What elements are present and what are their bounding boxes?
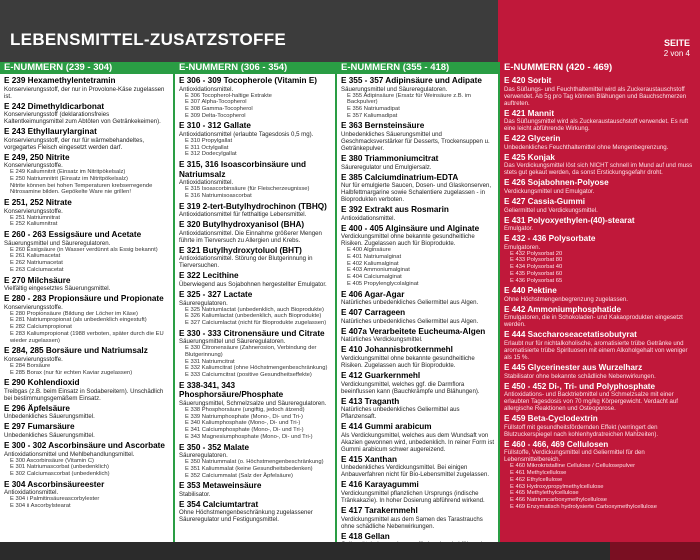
additive-description: Nur für emulgierte Saucen, Dosen- und Glaskonserven, Halbfettmargarine sowie Schalentiere zugelassen - in Bioprodukten verboten.: [341, 182, 492, 204]
additive-entry: [4, 198, 170, 228]
additive-heading: E 322 Lecithine: [179, 271, 239, 281]
additive-description: Stabilisator.: [179, 490, 211, 498]
additive-entry: [4, 422, 170, 439]
additive-entry: [504, 178, 697, 195]
additive-sub-item: E 262 Natriumacetat: [10, 260, 63, 267]
additive-heading: E 297 Fumarsäure: [4, 422, 75, 432]
additive-entry: [341, 371, 495, 395]
additive-sub-item: E 249 Kaliumnitrit (Einsatz im Nitritpökelsalz): [10, 169, 126, 176]
additive-entry: [504, 382, 697, 413]
additive-heading: E 321 Butylhydroxytoluol (BHT): [179, 245, 302, 255]
additive-sub-item: E 463 Hydroxypropylmethylcellulose: [510, 483, 604, 490]
additive-sub-item: E 436 Polysorbat 65: [510, 277, 563, 284]
additive-description: Antioxidationsmittel für fetthaltige Lebensmittel.: [179, 211, 307, 219]
additive-entry: [341, 154, 495, 171]
additive-description: Emulgatoren, die in Schokoladen- und Kakaoprodukten eingesetzt werden.: [504, 314, 683, 329]
additive-entry: [4, 127, 170, 151]
additive-heading: E 355 - 357 Adipinsäure und Adipate: [341, 76, 482, 85]
additive-description: Säuerungsmittel und Säureregulatoren.: [179, 338, 286, 346]
additive-description: Säuerungsmittel, Schmelzsalze und Säureregulatoren.: [179, 400, 327, 408]
additive-description: Antioxidationsmittel.: [179, 85, 234, 93]
additive-description: Das Süßungsmittel wird als Zuckeraustauschstoff verwendet. Es ruft eine leicht abführende Wirkung.: [504, 118, 689, 133]
additive-entry: [504, 286, 697, 303]
column-2: [175, 62, 337, 542]
additive-sub-item: E 284 Borsäure: [10, 362, 51, 369]
column-4: [500, 62, 700, 542]
additive-sub-item: E 341 Calciumphosphate (Mono-, Di- und Tri-): [185, 427, 304, 434]
additive-heading: E 242 Dimethyldicarbonat: [4, 101, 105, 111]
additive-description: Das Süßungs- und Feuchthaltemittel wird als Zuckeraustauschstoff verwendet. Ab 5g pro Tag können Blähungen und Bauchschmerzen auftreten.: [504, 85, 687, 107]
additive-heading: E 325 - 327 Lactate: [179, 290, 253, 300]
additive-heading: E 413 Traganth: [341, 396, 400, 406]
additive-heading: E 440 Pektine: [504, 286, 557, 296]
additive-description: Antioxidationsmittel.: [341, 214, 396, 222]
additive-heading: E 320 Butylhydroxyanisol (BHA): [179, 220, 305, 230]
additive-sub-item: E 331 Natriumcitrat: [185, 358, 235, 365]
additive-sub-item: E 469 Enzymatisch hydrolysierte Carboxymethylcellulose: [510, 503, 657, 510]
additive-entry: [504, 363, 697, 380]
additive-entry: [341, 308, 495, 325]
additive-sub-item: E 316 Natriumisoascorbat: [185, 193, 252, 199]
additive-sub-item: E 250 Natriumnitrit (Einsatz im Nitritpökelsalz): [10, 176, 128, 183]
additive-description: Säuerungsmittel und Säureregulatoren.: [4, 239, 111, 247]
additive-entry: [4, 294, 170, 344]
additive-description: Verdickungsmittel, welches ggf. die Darmflora beeinflussen kann (Bauchkrämpfe und Blähungen).: [341, 380, 480, 395]
additive-entry: [341, 506, 495, 530]
additive-heading: E 239 Hexamethylentetramin: [4, 76, 116, 85]
additive-heading: E 338-341, 343 Phosphorsäure/Phosphate: [179, 380, 284, 400]
additive-heading: E 432 - 436 Polysorbate: [504, 234, 596, 244]
additive-heading: E 249, 250 Nitrite: [4, 152, 70, 162]
additive-heading: E 350 - 352 Malate: [179, 442, 250, 452]
additive-entry: [179, 290, 332, 327]
additive-description: Säuerungsmittel und Säureregulatoren.: [341, 85, 448, 93]
additive-entry: [504, 153, 697, 177]
additive-heading: E 418 Gellan: [341, 531, 390, 541]
additive-description: Emulgator.: [504, 225, 534, 233]
additive-heading: E 300 - 302 Ascorbinsäure und Ascorbate: [4, 441, 165, 451]
additive-sub-item: E 260 Essigsäure (in Wasser verdünnt als Essig bekannt): [10, 246, 158, 253]
additive-sub-item: E 333 Calciumcitrat (positive Gesundheitseffekte): [185, 372, 312, 379]
additive-heading: E 427 Cassia-Gummi: [504, 196, 586, 206]
additive-description: Füllstoffe, Verdickungsmittel und Geliermittel für den Lebensmittelbereich.: [504, 449, 645, 464]
additive-description: Konservierungsstoffe.: [4, 355, 63, 363]
additive-entry: [4, 276, 170, 293]
additive-entry: [4, 102, 170, 126]
additive-sub-item: E 340 Kaliumphosphate (Mono-, Di- und Tri-): [185, 420, 301, 427]
additive-sub-item: E 400 Alginsäure: [347, 247, 391, 254]
additive-heading: E 425 Konjak: [504, 152, 555, 162]
additive-sub-item: E 332 Kaliumcitrat (ohne Höchstmengenbeschränkung): [185, 365, 328, 372]
additive-heading: E 417 Tarakernmehl: [341, 505, 418, 515]
additive-description: Antioxidationsmittel (erlaubte Tagesdosis 0,5 mg).: [179, 131, 314, 138]
column-heading: E-NUMMERN (420 - 469): [500, 62, 700, 74]
additive-sub-item: E 252 Kaliumnitrat: [10, 221, 58, 228]
entry-list: [500, 74, 700, 510]
additive-heading: E 407a Verarbeitete Eucheuma-Algen: [341, 326, 486, 336]
additive-entry: [179, 202, 332, 219]
additive-sub-item: E 301 Natriumascorbat (unbedenklich): [10, 464, 109, 471]
additive-heading: E 354 Calciumtartrat: [179, 499, 259, 509]
additive-description: Verdickungsmittel pflanzlichen Ursprungs (indische Tränkakazie). In hoher Dosierung abführend wirkend.: [341, 489, 485, 504]
additive-sub-item: E 330 Citronensäure (Zahnerosion, Verbindung der Blutgerinnung): [185, 345, 317, 359]
additive-description: Antioxidationsmittel. Störung der Blutgerinnung in Tierversuchen.: [179, 255, 313, 270]
additive-heading: E 353 Metaweinsäure: [179, 481, 262, 491]
entry-list: [175, 74, 335, 523]
additive-description: Natürliches unbedenkliches Geliermittel aus Algen.: [341, 299, 479, 307]
additive-entry: [504, 109, 697, 133]
additive-heading: E 385 Calciumdinatrium-EDTA: [341, 172, 459, 182]
additive-entry: [4, 153, 170, 196]
additive-sub-item: E 462 Ethylcellulose: [510, 476, 563, 483]
additive-sub-item: E 357 Kaliumadipat: [347, 112, 398, 119]
column-1: [0, 62, 175, 542]
additive-description: Vielfältig eingesetztes Säuerungsmittel.: [4, 285, 111, 293]
additive-heading: E 412 Guarkernmehl: [341, 370, 421, 380]
additive-sub-item: E 401 Natriumalginat: [347, 254, 402, 261]
additive-heading: E 251, 252 Nitrate: [4, 198, 72, 208]
additive-sub-item: E 355 Adipinsäure (Ersatz für Weinsäure z.B. im Backpulver): [347, 92, 471, 106]
additive-entry: [341, 173, 495, 204]
additive-entry: [179, 500, 332, 524]
additive-description: Ohne Höchstmengenbeschränkung zugelassener Säureregulator und Festigungsmittel.: [179, 509, 313, 524]
additive-sub-item: E 434 Polysorbat 40: [510, 264, 563, 271]
additive-sub-item: E 285 Borax (nur für echten Kaviar zugelassen): [10, 369, 133, 376]
additive-description: Unbedenkliches Säuerungsmittel.: [4, 413, 95, 421]
column-heading: E-NUMMERN (355 - 418): [337, 62, 498, 74]
additive-sub-item: E 261 Kaliumacetat: [10, 253, 61, 260]
additive-sub-item: E 315 Isoascorbinsäure (für Fleischerzeugnisse): [185, 186, 310, 193]
additive-sub-item: E 302 Calciumascorbat (unbedenklich): [10, 471, 110, 478]
additive-entry: [179, 76, 332, 119]
additive-sub-item: E 460 Mikrokristalline Cellulose / Cellulosepulver: [510, 463, 636, 470]
additive-description: Verdickungsmittel ohne bekannte gesundheitliche Risiken. Zugelassen auch für Bioprodukte.: [341, 354, 475, 369]
additive-sub-item: E 304 i Palmitinsäureascorbylester: [10, 496, 100, 503]
additive-heading: E 442 Ammoniumphosphatide: [504, 304, 622, 314]
additive-heading: E 460 - 466, 469 Cellulosen: [504, 439, 609, 449]
additive-heading: E 270 Milchsäure: [4, 275, 71, 285]
additive-heading: E 310 - 312 Gallate: [179, 121, 251, 131]
additive-heading: E 415 Xanthan: [341, 454, 397, 464]
additive-heading: E 406 Agar-Agar: [341, 289, 405, 299]
additive-description: Stabilisator ohne bekannte schädliche Nebenwirkungen.: [504, 372, 656, 380]
additive-description: Konservierungsstoffe.: [4, 303, 63, 311]
additive-entry: [341, 121, 495, 152]
additive-heading: E 363 Bernsteinsäure: [341, 121, 425, 131]
additive-heading: E 319 2-tert-Butylhydrochinon (TBHQ): [179, 201, 327, 211]
additive-entry: [4, 346, 170, 376]
additive-entry: [179, 381, 332, 441]
page-title: LEBENSMITTEL-ZUSATZSTOFFE: [10, 30, 287, 49]
additive-description: Unbedenkliches Feuchthaltemittel ohne Mengenbegrenzung.: [504, 143, 669, 151]
additive-heading: E 414 Gummi arabicum: [341, 422, 432, 432]
additive-description: Säureregulatoren.: [179, 299, 228, 307]
additive-entry: [179, 121, 332, 158]
additive-entry: [4, 76, 170, 100]
column-3: [337, 62, 500, 542]
additive-sub-item: E 311 Octylgallat: [185, 144, 229, 151]
additive-description: Natürliches unbedenkliches Geliermittel aus Algen.: [341, 317, 479, 325]
additive-entry: [504, 197, 697, 214]
additive-description: Emulgatoren.: [504, 243, 541, 251]
additive-sub-item: E 304 ii Ascorbylstearat: [10, 503, 71, 510]
additive-heading: E 444 Saccharoseacetatisobutyrat: [504, 330, 637, 340]
additive-description: Überwiegend aus Sojabohnen hergestellter Emulgator.: [179, 281, 327, 289]
additive-entry: [504, 216, 697, 233]
additive-sub-item: E 280 Propionsäure (Bildung der Löcher im Käse): [10, 310, 138, 317]
additive-heading: E 426 Sojabohnen-Polyose: [504, 178, 609, 188]
page-label: SEITE: [663, 38, 690, 48]
additive-entry: [341, 422, 495, 453]
additive-entry: [341, 345, 495, 369]
additive-description: Konservierungsstoffe.: [4, 162, 63, 170]
additive-entry: [504, 330, 697, 361]
additive-entry: [179, 443, 332, 480]
additive-description: Natürliches unbedenkliches Geliermittel aus Pflanzensaft.: [341, 406, 460, 421]
additive-entry: [179, 220, 332, 244]
additive-description: Unbedenkliches Verdickungsmittel. Bei einigen Anbauverfahren nicht für Bio-Lebensmittel zugelassen.: [341, 464, 490, 479]
additive-description: Konservierungsstoff, der nur in Provolone-Käse zugelassen ist.: [4, 85, 165, 100]
additive-sub-item: E 356 Natriumadipat: [347, 106, 400, 112]
additive-heading: E 400 - 405 Alginsäure und Alginate: [341, 223, 480, 233]
additive-heading: E 420 Sorbit: [504, 76, 552, 85]
column-heading: E-NUMMERN (239 - 304): [0, 62, 173, 74]
additive-entry: [341, 76, 495, 119]
additive-entry: [179, 160, 332, 200]
additive-entry: [179, 271, 332, 288]
additive-heading: E 422 Glycerin: [504, 134, 561, 144]
additive-sub-item: E 326 Kaliumlactat (unbedenklich, auch Bioprodukte): [185, 313, 322, 320]
additive-sub-item: E 338 Phosphorsäure (ungiftig, jedoch ätzend): [185, 407, 305, 414]
additive-sub-item: E 263 Calciumacetat: [10, 266, 64, 273]
additive-sub-item: E 435 Polysorbat 60: [510, 270, 563, 277]
additive-heading: E 315, 316 Isoascorbinsäure und Natriumsalz: [179, 160, 306, 179]
additive-description: Verdickungsmittel aus dem Samen des Tarastrauchs ohne schädliche Nebenwirkungen.: [341, 515, 483, 530]
additive-sub-item: E 403 Ammoniumalginat: [347, 267, 410, 274]
additive-sub-item: E 404 Calciumalginat: [347, 274, 402, 281]
additive-description: Antioxidationsmittel.: [179, 179, 234, 187]
additive-entry: [341, 455, 495, 479]
additive-heading: E 416 Karayagummi: [341, 480, 419, 490]
additive-sub-item: E 352 Calciummalat (Salz der Äpfelsäure): [185, 472, 293, 479]
additive-description: Säureregulator und Emulgiersalz.: [341, 163, 432, 171]
additive-heading: E 459 Beta-Cyclodextrin: [504, 414, 598, 424]
additive-description: Treibgas (z.B. beim Einsatz in Sodabereitern). Unschädlich bei bestimmungsgemäßem Einsatz.: [4, 387, 164, 402]
additive-sub-item: E 351 Kaliummalat (keine Gesundheitsbedenken): [185, 465, 313, 472]
additive-heading: E 450 - 452 Di-, Tri- und Polyphosphate: [504, 381, 656, 391]
additive-heading: E 260 - 263 Essigsäure und Acetate: [4, 230, 142, 240]
additive-entry: [4, 404, 170, 421]
additive-heading: E 445 Glycerinester aus Wurzelharz: [504, 363, 643, 373]
additive-description: Antioxidationsmittel. Die Einnahme größerer Mengen führte im Tierversuch zu Allergien und Krebs.: [179, 229, 322, 244]
additive-description: Natürliches Verdickungsmittel.: [341, 336, 423, 344]
additive-sub-item: E 325 Natriumlactat (unbedenklich, auch Bioprodukte): [185, 306, 324, 313]
entry-list: [337, 74, 498, 555]
additive-heading: E 421 Mannit: [504, 108, 555, 118]
entry-list: [0, 74, 173, 510]
additive-heading: E 431 Polyoxyethylen-(40)-stearat: [504, 215, 635, 225]
additive-entry: [504, 234, 697, 284]
additive-entry: [179, 481, 332, 498]
additive-heading: E 284, 285 Borsäure und Natriumsalz: [4, 346, 148, 356]
additive-entry: [179, 329, 332, 379]
additive-sub-item: E 308 Gamma-Tocopherol: [185, 106, 253, 112]
column-heading: E-NUMMERN (306 - 354): [175, 62, 335, 74]
additive-description: Füllstoff mit gesundheitsfördernden Effekt (verringert den Blutzuckerspiegel nach kohlenhydratreichen Mahlzeiten).: [504, 423, 659, 438]
additive-entry: [341, 397, 495, 421]
additive-entry: [4, 441, 170, 478]
additive-sub-item: E 281 Natriumpropionat (als unbedenklich eingestuft): [10, 317, 147, 324]
additive-sub-item: E 300 Ascorbinsäure (Vitamin C): [10, 457, 94, 464]
additive-sub-item: E 343 Magnesiumphosphate (Mono-, Di- und Tri-): [185, 433, 313, 440]
additive-description: Geliermittel und Verdickungsmittel.: [504, 206, 598, 214]
additive-description: Ohne Höchstmengenbegrenzung zugelassen.: [504, 295, 628, 303]
additive-heading: E 304 Ascorbinsäureester: [4, 479, 105, 489]
additive-description: Verdickungsmittel und Emulgator.: [504, 187, 595, 195]
additive-entry: [341, 480, 495, 504]
additive-heading: E 330 - 333 Citronensäure und Citrate: [179, 328, 325, 338]
additive-description: Als Verdickungsmittel, welches aus dem Wundsaft von Akazien gewonnen wird, unbedenklich. In reiner Form ist Gummi arabicum schwer augereizend.: [341, 431, 495, 453]
additive-entry: [341, 327, 495, 344]
additive-entry: [179, 246, 332, 270]
additive-sub-item: Nitrite können bei hohen Temperaturen krebserregende Nitrosamine bilden. Gepökelte Ware nie grillen!: [10, 182, 153, 196]
additive-heading: E 280 - 283 Propionsäure und Propionate: [4, 294, 164, 304]
additive-sub-item: E 432 Polysorbat 20: [510, 250, 563, 257]
additive-description: Konservierungsstoffe.: [4, 207, 63, 215]
page-count: 2 von 4: [663, 49, 690, 58]
additive-sub-item: E 310 Propylgallat: [185, 138, 233, 144]
additive-sub-item: E 339 Natriumphosphate (Mono-, Di- und Tri-): [185, 413, 303, 420]
additive-heading: E 380 Triammoniumcitrat: [341, 154, 439, 163]
additive-description: Antioxidationsmittel.: [4, 489, 59, 497]
additive-heading: E 243 Ethyllaurylarginat: [4, 127, 97, 137]
additive-description: Antioxidationsmittel und Mehlbehandlungsmittel.: [4, 450, 135, 458]
header: [0, 0, 700, 62]
additive-sub-item: E 350 Natriummalat (o. Höchstmengenbeschränkung): [185, 459, 324, 466]
additive-entry: [504, 414, 697, 438]
additive-entry: [4, 480, 170, 510]
additive-description: Verdickungsmittel ohne bekannte gesundheitliche Risiken. Zugelassen auch für Bioprodukte.: [341, 233, 475, 248]
additive-heading: E 410 Johannisbrotkernmehl: [341, 345, 453, 355]
additive-entry: [341, 290, 495, 307]
additive-description: Das Verdickungsmittel löst sich NICHT schnell im Mund auf und muss stets gut gekaut werden, da sonst Erstickungsgefahr droht.: [504, 162, 693, 177]
footer-accent: [610, 542, 700, 560]
additive-entry: [341, 205, 495, 222]
additive-description: Konservierungsstoff, der nur für wärmebehandeltes, vorgegartes Fleisch eingesetzt werden darf.: [4, 136, 145, 151]
additive-sub-item: E 402 Kaliumalginat: [347, 260, 399, 267]
additive-sub-item: E 405 Propylenglycolalginat: [347, 280, 419, 287]
additive-sub-item: E 465 Methylethylcellulose: [510, 490, 579, 497]
additive-description: Säureregulatoren.: [179, 452, 228, 460]
additive-description: Unbedenkliches Säuerungsmittel und Geschmacksverstärker für Desserts, Trockensuppen u. Getränkepulver.: [341, 131, 490, 152]
additive-sub-item: E 461 Methylcellulose: [510, 470, 567, 477]
additive-entry: [4, 378, 170, 402]
additive-heading: E 407 Carrageen: [341, 308, 406, 318]
additive-entry: [4, 230, 170, 273]
additive-sub-item: E 282 Calciumpropionat: [10, 324, 72, 331]
additive-sub-item: E 312 Dodecylgallat: [185, 151, 237, 158]
additive-description: Konservierungsstoff (deklarationsfreies Kaltentkeimungsmittel zum Abtöten von Getränkekeimen).: [4, 111, 161, 126]
additive-sub-item: E 327 Calciumlactat (nicht für Bioprodukte zugelassen): [185, 320, 327, 327]
additive-heading: E 392 Extrakt aus Rosmarin: [341, 205, 449, 215]
additive-heading: E 290 Kohlendioxid: [4, 378, 80, 388]
additive-entry: [504, 134, 697, 151]
additive-description: Erlaubt nur für nichtalkoholische, aromatisierte trübe Getränke und aromatisierte trübe Spirituosen mit einem Alkoholgehalt von weniger als 15 %.: [504, 340, 688, 362]
additive-description: Antioxidations- und Backtriebmittel und Schmelzsalze mit einer erlaubten Tagesdosis von 70 mg/kg Körpergewicht. Verdacht auf allergische Reaktionen und Osteoporose.: [504, 391, 679, 413]
additive-entry: [341, 224, 495, 288]
additive-sub-item: E 433 Polysorbat 80: [510, 257, 563, 264]
additive-entry: [504, 440, 697, 511]
page-indicator: [498, 0, 700, 62]
additive-entry: [504, 76, 697, 107]
additive-sub-item: E 309 Delta-Tocopherol: [185, 112, 246, 119]
additive-entry: [504, 305, 697, 329]
footer-bar: [0, 542, 700, 560]
additive-heading: E 306 - 309 Tocopherole (Vitamin E): [179, 76, 318, 85]
additive-heading: E 296 Äpfelsäure: [4, 403, 70, 413]
additive-description: Unbedenkliches Säuerungsmittel.: [4, 432, 95, 440]
additive-sub-item: E 307 Alpha-Tocopherol: [185, 99, 247, 106]
additive-sub-item: E 466 Natriumcarboxymethylcellulose: [510, 496, 607, 503]
additive-sub-item: E 283 Kaliumpropionat (1988 verboten, später durch die EU wieder zugelassen): [10, 330, 164, 344]
additive-sub-item: E 251 Natriumnitrat: [10, 214, 60, 221]
additive-sub-item: E 306 Tocopherol-haltige Extrakte: [185, 92, 272, 99]
